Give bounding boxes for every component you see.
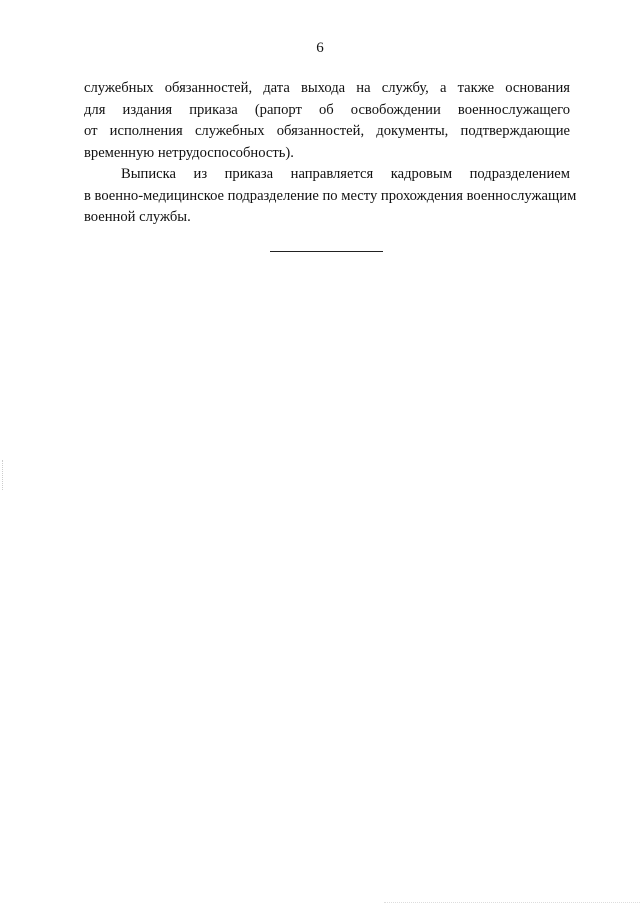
text-line: военной службы. [84, 209, 191, 225]
paragraph-continuation [84, 78, 570, 164]
paragraph-extract [84, 164, 577, 229]
text-line: Выписка из приказа направляется кадровым подразделением [121, 166, 570, 182]
text-line: для издания приказа (рапорт об освобождении военнослужащего [84, 101, 570, 118]
scan-edge-mark [2, 460, 4, 490]
text-line: служебных обязанностей, дата выхода на службу, а также основания [84, 80, 570, 96]
text-line: от исполнения служебных обязанностей, документы, подтверждающие [84, 123, 570, 139]
text-line: временную нетрудоспособность). [84, 144, 294, 161]
page-number: 6 [316, 40, 324, 56]
text-line: в военно-медицинское подразделение по месту прохождения военнослужащим [84, 187, 577, 204]
end-separator-line [270, 251, 383, 252]
document-body [84, 78, 577, 229]
